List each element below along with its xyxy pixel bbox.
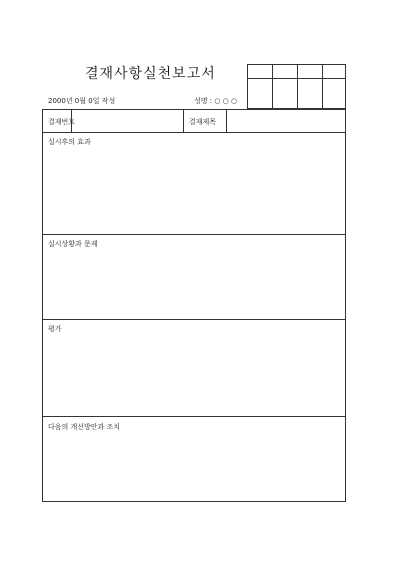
section-status-label: 실시상황과 문제 (48, 240, 98, 248)
section-divider (43, 234, 345, 235)
approval-subject-label: 결재제목 (189, 118, 217, 126)
approval-grid-col-line (272, 65, 273, 108)
section-divider (43, 319, 345, 320)
approval-number-label: 결재번호 (48, 118, 76, 126)
approval-info-row (43, 110, 345, 133)
approval-signature-grid (247, 64, 346, 109)
approval-subject-value-divider (226, 110, 227, 132)
section-effects-label: 실시후의 효과 (48, 138, 91, 146)
section-evaluation-label: 평가 (48, 325, 62, 333)
section-divider (43, 416, 345, 417)
document-title: 결재사항실천보고서 (85, 66, 216, 82)
approval-subject-cell-divider (183, 110, 184, 132)
section-improvement-label: 다음의 개선방안과 조치 (48, 423, 121, 431)
approval-grid-col-line (322, 65, 323, 108)
approval-grid-col-line (297, 65, 298, 108)
report-form (42, 109, 346, 502)
date-line: 2000년 0월 0일 작성 (48, 97, 116, 105)
approval-number-cell-divider (71, 110, 72, 132)
name-line: 성명 : ○ ○ ○ (194, 97, 238, 105)
